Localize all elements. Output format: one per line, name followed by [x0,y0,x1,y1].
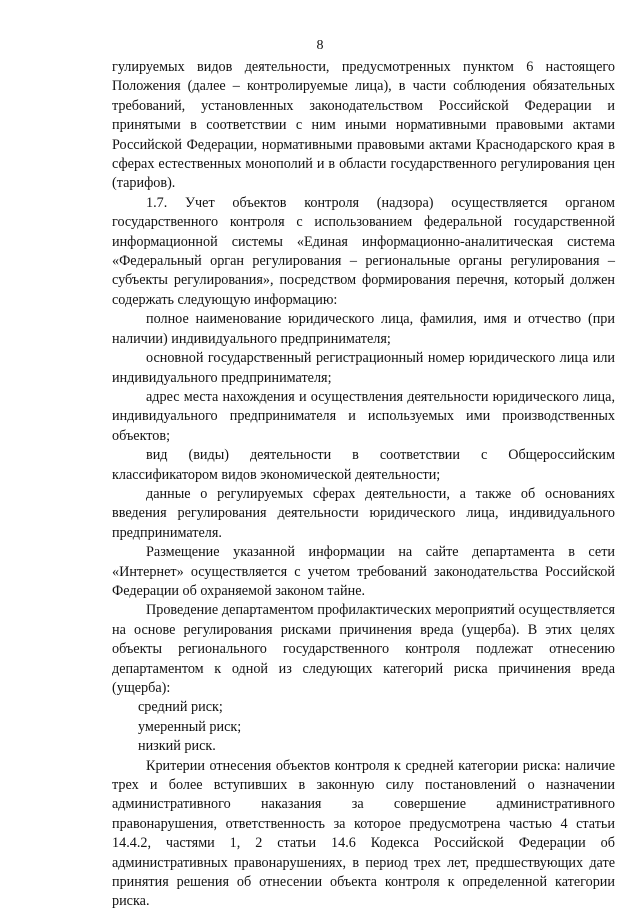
info-item-address: адрес места нахождения и осуществления деятельности юридического лица, индивидуального предпринимателя и используемых ими производственных объектов; [112,388,615,444]
risk-category-low: низкий риск. [138,738,216,755]
paragraph-publication: Размещение указанной информации на сайте департамента в сети «Интернет» осуществляется с учетом требований законодательства Российской Федерации об охраняемой законом тайне. [112,544,615,599]
info-item-full-name: полное наименование юридического лица, фамилия, имя и отчество (при наличии) индивидуального предпринимателя; [112,311,615,347]
paragraph-continuation: гулируемых видов деятельности, предусмотренных пунктом 6 настоящего Положения (далее – контролируемые лица), в части соблюдения обязательных требований, установленных законодательством Российской Федерации и принятыми в соответствии с ним иными нормативными правовыми актами Российской Федерации, нормативными правовыми актами Краснодарского края в сферах естественных монополий и в области государственного регулирования цен (тарифов). [112,59,615,192]
page-number: 8 [316,38,324,53]
info-item-regulated-spheres: данные о регулируемых сферах деятельности, а также об основаниях введения регулирования деятельности юридического лица, индивидуального предпринимателя. [112,485,615,541]
paragraph-medium-risk-criteria: Критерии отнесения объектов контроля к средней категории риска: наличие трех и более вступивших в законную силу постановлений о назначении административного наказания за совершение административного правонарушения, ответственность за которое предусмотрена частью 4 статьи 14.4.2, частями 1, 2 статьи 14.6 Кодекса Российской Федерации об административных правонарушениях, в период трех лет, предшествующих дате принятия решения об отнесении объекта контроля к определенной категории риска. [112,757,615,910]
risk-category-medium: средний риск; [138,699,223,716]
info-item-registration-number: основной государственный регистрационный номер юридического лица или индивидуального предпринимателя; [112,350,615,386]
paragraph-1-7: 1.7. Учет объектов контроля (надзора) осуществляется органом государственного контроля с использованием федеральной государственной информационной системы «Единая информационно-аналитическая система «Федеральный орган регулирования – региональные органы регулирования – субъекты регулирования», посредством формирования перечня, который должен содержать следующую информацию: [112,194,615,308]
document-body [112,58,615,912]
risk-category-moderate: умеренный риск; [138,718,242,735]
info-item-activity-type: вид (виды) деятельности в соответствии с Общероссийским классификатором видов экономической деятельности; [112,447,615,483]
paragraph-risk-categories: Проведение департаментом профилактических мероприятий осуществляется на основе регулирования рисками причинения вреда (ущерба). В этих целях объекты регионального государственного контроля подлежат отнесению департаментом к одной из следующих категорий риска причинения вреда (ущерба): [112,602,615,696]
